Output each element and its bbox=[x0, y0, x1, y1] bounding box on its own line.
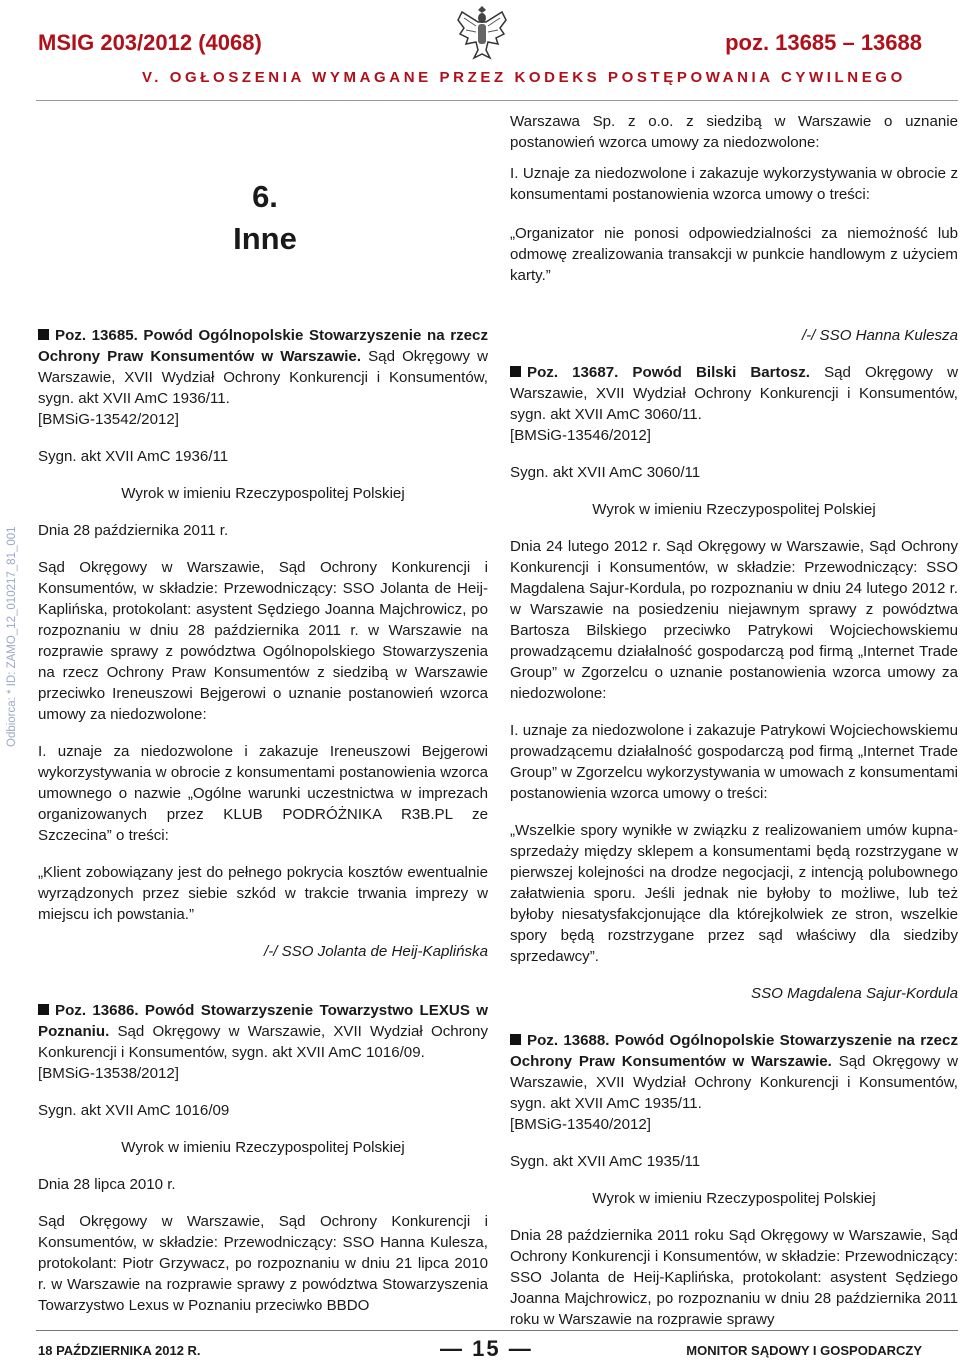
top-right-block bbox=[510, 111, 958, 286]
notice-13688-sygn: Sygn. akt XVII AmC 1935/11 bbox=[510, 1153, 701, 1170]
notice-13688-body: Dnia 28 października 2011 roku Sąd Okręgowy w Warszawie, Sąd Ochrony Konkurencji i Konsumentów, w składzie: Przewodniczący: SSO Jolanta de Heij-Kaplińska, protokolant: asystent Sędziego Joanna Majchrowicz, po rozpoznaniu w dniu 28 października 2011 roku w Warszawie na rozprawie sprawy bbox=[510, 1227, 958, 1328]
polish-eagle-emblem-icon bbox=[454, 0, 510, 64]
notice-13687-verdict: Wyrok w imieniu Rzeczypospolitej Polskiej bbox=[592, 501, 876, 518]
notice-13687-body: Dnia 24 lutego 2012 r. Sąd Okręgowy w Warszawie, Sąd Ochrony Konkurencji i Konsumentów, w składzie: Przewodniczący: SSO Magdalena Sajur-Kordula, po rozpoznaniu w dniu 24 lutego 2012 r. w Warszawie na posiedzeniu niejawnym sprawy z powództwa Bartosza Bilskiego przeciwko Patrykowi Wojciechowskiemu prowadzącemu działalność gospodarczą pod firmą „Internet Trade Group” w Zgorzelcu o uznanie postanowienia wzorca umowy za niedozwolone: bbox=[510, 538, 958, 702]
notice-13685-body: Sąd Okręgowy w Warszawie, Sąd Ochrony Konkurencji i Konsumentów, w składzie: Przewodniczący: SSO Jolanta de Heij-Kaplińska, protokolant: asystent Sędziego Joanna Majchrowicz, po rozpoznaniu w dniu 28 października 2011 r. w Warszawie na rozprawie sprawy z powództwa Ogólnopolskiego Stowarzyszenia na rzecz Ochrony Praw Konsumentów z siedzibą w Warszawie przeciwko Ireneuszowi Bejgerowi o uznanie postanowień wzorca umowy za niedozwolone: bbox=[38, 559, 488, 723]
footer-publication-title: MONITOR SĄDOWY I GOSPODARCZY bbox=[686, 1343, 922, 1358]
notice-13685-decision: I. uznaje za niedozwolone i zakazuje Ireneuszowi Bejgerowi wykorzystywania w obrocie z konsumentami postanowienia wzorca umownego o nazwie „Ogólne warunki uczestnictwa w imprezach organizowanych przez KLUB PODRÓŻNIKA R3B.PL ze Szczecina” o treści: bbox=[38, 743, 488, 844]
notice-13685-date: Dnia 28 października 2011 r. bbox=[38, 522, 229, 539]
bullet-icon bbox=[38, 1004, 49, 1015]
section-title: V. OGŁOSZENIA WYMAGANE PRZEZ KODEKS POSTĘPOWANIA CYWILNEGO bbox=[142, 69, 906, 86]
header-divider bbox=[36, 100, 958, 101]
notice-13685-heading: Poz. 13685. Powód Ogólnopolskie Stowarzyszenie na rzecz Ochrony Praw Konsumentów w Warszawie. Sąd Okręgowy w Warszawie, XVII Wydział Ochrony Konkurencji i Konsumentów, sygn. akt XVII AmC 1936/11. bbox=[38, 327, 488, 407]
notice-13686-date: Dnia 28 lipca 2010 r. bbox=[38, 1176, 176, 1193]
recipient-id-watermark: Odbiorca: * ID: ZAMO_12_010217_81_001 bbox=[6, 526, 18, 747]
notice-13685-quote: „Klient zobowiązany jest do pełnego pokrycia kosztów ewentualnie wyrządzonych przez siebie szkód w trakcie trwania imprezy w miejscu ich powstania.” bbox=[38, 864, 488, 923]
notice-13686-body: Sąd Okręgowy w Warszawie, Sąd Ochrony Konkurencji i Konsumentów, w składzie: Przewodniczący: SSO Hanna Kulesza, protokolant: Piotr Grzywacz, po rozpoznaniu w dniu 21 lipca 2010 r. w Warszawie na rozprawie sprawy z powództwa Stowarzyszenia Towarzystwo Lexus w Poznaniu przeciwko BBDO bbox=[38, 1213, 488, 1314]
bullet-icon bbox=[38, 329, 49, 340]
notice-13688-ref: [BMSiG-13540/2012] bbox=[510, 1116, 651, 1133]
notice-13687-signature: SSO Magdalena Sajur-Kordula bbox=[751, 985, 958, 1002]
notice-13687-quote: „Wszelkie spory wynikłe w związku z realizowaniem umów kupna-sprzedaży między sklepem a konsumentami będą rozstrzygane w pierwszej kolejności na drodze negocjacji, z intencją polubownego załatwienia sporu. Jeśli jednak nie byłoby to możliwe, lub też byłoby niesatysfakcjonujące dla którejkolwiek ze stron, wszelkie spory będą rozstrzygane przez sąd właściwy dla siedziby sprzedawcy”. bbox=[510, 822, 958, 965]
bullet-icon bbox=[510, 366, 521, 377]
bullet-icon bbox=[510, 1034, 521, 1045]
notice-13685-signature: /-/ SSO Jolanta de Heij-Kaplińska bbox=[264, 943, 488, 960]
notice-13688-verdict: Wyrok w imieniu Rzeczypospolitej Polskiej bbox=[592, 1190, 876, 1207]
notice-13685-verdict: Wyrok w imieniu Rzeczypospolitej Polskiej bbox=[121, 485, 405, 502]
notice-13686-heading: Poz. 13686. Powód Stowarzyszenie Towarzystwo LEXUS w Poznaniu. Sąd Okręgowy w Warszawie, XVII Wydział Ochrony Konkurencji i Konsumentów, sygn. akt XVII AmC 1016/09. bbox=[38, 1002, 488, 1061]
notice-13685-ref: [BMSiG-13542/2012] bbox=[38, 411, 179, 428]
decision-paragraph: I. Uznaje za niedozwolone i zakazuje wykorzystywania w obrocie z konsumentami postanowienia wzorca umowy o treści: bbox=[510, 165, 958, 203]
footer-date: 18 PAŹDZIERNIKA 2012 R. bbox=[38, 1343, 201, 1358]
notice-13685-sygn: Sygn. akt XVII AmC 1936/11 bbox=[38, 448, 229, 465]
chapter-heading bbox=[200, 176, 330, 260]
quote-paragraph: „Organizator nie ponosi odpowiedzialności za niemożność lub odmowę zrealizowania transakcji w punkcie handlowym z użyciem karty.” bbox=[510, 225, 958, 284]
chapter-number: 6. bbox=[252, 179, 278, 214]
positions-range: poz. 13685 – 13688 bbox=[725, 30, 922, 55]
chapter-title: Inne bbox=[233, 221, 297, 256]
publication-title: MSIG 203/2012 (4068) bbox=[38, 30, 262, 55]
continuation-paragraph: Warszawa Sp. z o.o. z siedzibą w Warszawie o uznanie postanowień wzorca umowy za niedozwolone: bbox=[510, 113, 958, 151]
notice-13688-heading: Poz. 13688. Powód Ogólnopolskie Stowarzyszenie na rzecz Ochrony Praw Konsumentów w Warszawie. Sąd Okręgowy w Warszawie, XVII Wydział Ochrony Konkurencji i Konsumentów, sygn. akt XVII AmC 1935/11. bbox=[510, 1032, 958, 1112]
page-number: — 15 — bbox=[440, 1336, 533, 1361]
signature-hanna-kulesza: /-/ SSO Hanna Kulesza bbox=[801, 327, 958, 344]
notice-13686-ref: [BMSiG-13538/2012] bbox=[38, 1065, 179, 1082]
footer-divider bbox=[36, 1330, 958, 1331]
notice-13687-heading: Poz. 13687. Powód Bilski Bartosz. Sąd Okręgowy w Warszawie, XVII Wydział Ochrony Konkurencji i Konsumentów, sygn. akt XVII AmC 3060/11. bbox=[510, 364, 958, 423]
notice-13687-decision: I. uznaje za niedozwolone i zakazuje Patrykowi Wojciechowskiemu prowadzącemu działalność gospodarczą pod firmą „Internet Trade Group” w Zgorzelcu wykorzystywania w umowach z konsumentami postanowienia wzorca umowy o treści: bbox=[510, 722, 958, 802]
notice-13686-sygn: Sygn. akt XVII AmC 1016/09 bbox=[38, 1102, 230, 1119]
right-column bbox=[510, 325, 958, 1330]
notice-13686-verdict: Wyrok w imieniu Rzeczypospolitej Polskiej bbox=[121, 1139, 405, 1156]
left-column bbox=[38, 325, 488, 1316]
notice-13687-sygn: Sygn. akt XVII AmC 3060/11 bbox=[510, 464, 701, 481]
notice-13687-ref: [BMSiG-13546/2012] bbox=[510, 427, 651, 444]
